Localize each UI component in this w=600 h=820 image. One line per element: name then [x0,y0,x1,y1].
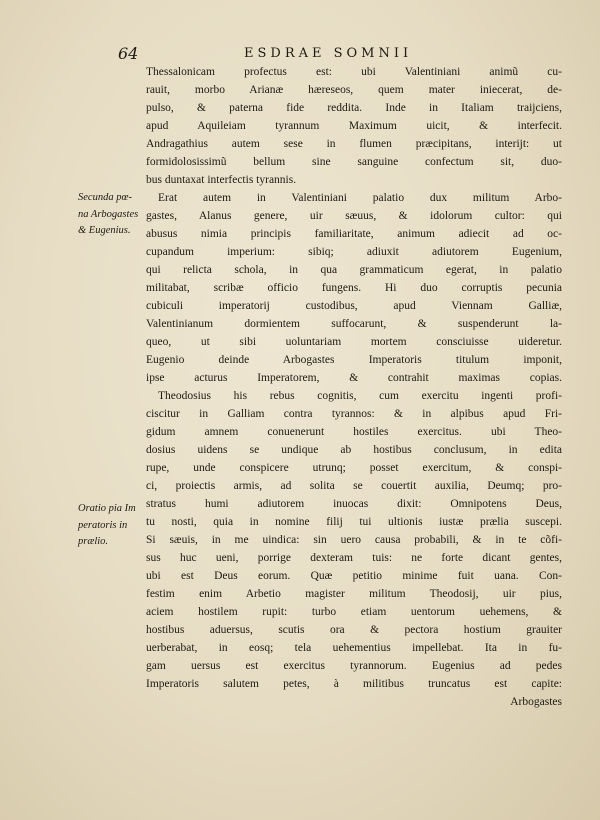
text-line: uerberabat, in eosq; tela uehementius impellebat. Ita in fu- [146,642,562,654]
text-line: Eugenio deinde Arbogastes Imperatoris titulum imponit, [146,354,562,366]
running-head [118,44,558,64]
margin-note-oratio-pia [78,501,146,551]
text-line: rauit, morbo Arianæ hæreseos, quem mater iniecerat, de- [146,84,562,96]
text-line: Theodosius his rebus cognitis, cum exercitu ingenti profi- [158,390,562,402]
text-line: militabat, scribæ officio fungens. Hi duo corruptis pecunia [146,282,562,294]
text-line: ubi est Deus eorum. Quæ petitio minime fuit uana. Con- [146,570,562,582]
text-line: queo, ut sibi uoluntariam mortem consciuisse uideretur. [146,336,562,348]
text-line: qui relicta schola, in qua grammaticum egerat, in palatio [146,264,562,276]
text-line: pulso, & paterna fide reddita. Inde in Italiam traijciens, [146,102,562,114]
text-line: ci, proiectis armis, ad solita se couertit auxilia, Deumq; pro- [146,480,562,492]
text-line: Thessalonicam profectus est: ubi Valentiniani animũ cu- [146,66,562,78]
text-line: aciem hostilem rupit: turbo etiam uentorum uehemens, & [146,606,562,618]
text-line: bus duntaxat interfectis tyrannis. [146,174,297,186]
text-line: tu nosti, quia in nomine filij tui ultionis iustæ prælia suscepi. [146,516,562,528]
text-line: festim enim Arbetio magister militum Theodosij, uir pius, [146,588,562,600]
margin-note-secunda-poena [78,190,146,240]
text-line: gastes, Alanus genere, uir sæuus, & idolorum cultor: qui [146,210,562,222]
text-line: apud Aquileiam tyrannum Maximum uicit, & interfecit. [146,120,562,132]
text-line: Andragathius autem sese in flumen præcipitans, interijt: ut [146,138,562,150]
text-line: Valentinianum dormientem suffocarunt, & suspenderunt la- [146,318,562,330]
text-line: formidolosissimũ bellum sine sanguine confectum sit, duo- [146,156,562,168]
text-line: abusus nimia principis familiaritate, animum adiecit ad oc- [146,228,562,240]
text-line: gam uersus est exercitus tyrannorum. Eugenius ad pedes [146,660,562,672]
text-line: ipse acturus Imperatorem, & contrahit maximas copias. [146,372,562,384]
text-line: stratus humi adiutorem inuocas dixit: Omnipotens Deus, [146,498,562,510]
page-number: 64 [118,44,139,63]
text-line: hostibus aduersus, scutis ora & pectora hostium grauiter [146,624,562,636]
text-line: cupandum imperium: sibiq; adiuxit adiutorem Eugenium, [146,246,562,258]
margin-note-line: Oratio pia Im [78,503,136,514]
margin-note-line: na Arbogastes [78,208,139,220]
text-line: cubiculi imperatorij custodibus, apud Viennam Galliæ, [146,300,562,312]
margin-note-line: & Eugenius. [78,225,131,236]
body-text [146,63,562,711]
margin-note-line: peratoris in [78,519,128,531]
margin-note-line: Secunda pœ- [78,192,132,203]
text-line: dosius uidens se undique ab hostibus conclusum, in edita [146,444,562,456]
text-line: Erat autem in Valentiniani palatio dux militum Arbo- [158,192,562,204]
text-line: gidum amnem conuenerunt hostiles exercitus. ubi Theo- [146,426,562,438]
text-line: rupe, unde conspicere utrunq; posset exercitum, & conspi- [146,462,562,474]
catchword: Arbogastes [510,696,562,708]
text-line: Imperatoris salutem petes, à militibus truncatus est capite: [146,678,562,690]
running-title: ESDRAE SOMNII [244,46,413,61]
text-line: ciscitur in Galliam contra tyrannos: & in alpibus apud Fri- [146,408,562,420]
text-line: sus huc ueni, porrige dexteram tuis: ne forte dicant gentes, [146,552,562,564]
margin-note-line: prælio. [78,536,109,547]
text-line: Si sæuis, in me uindica: sin uero causa probabili, & in te cõfi- [146,534,562,546]
